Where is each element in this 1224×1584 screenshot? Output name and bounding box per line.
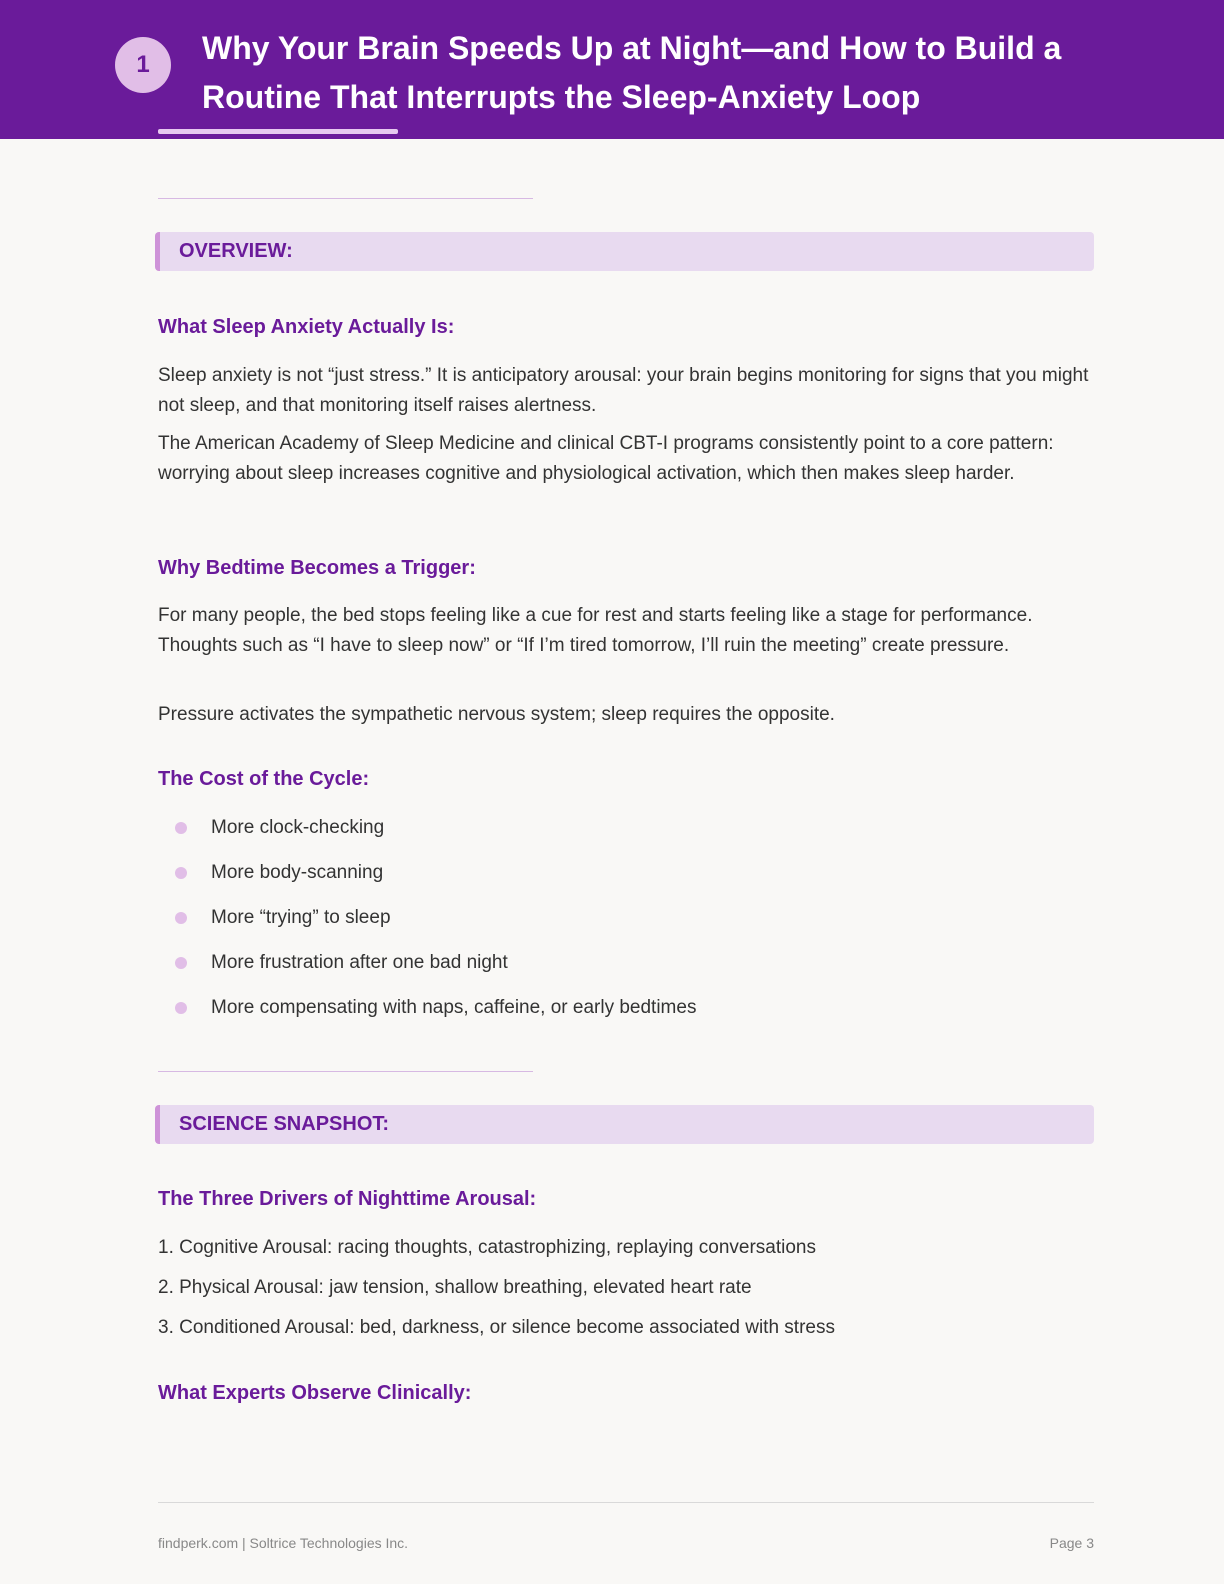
list-item: More compensating with naps, caffeine, or early bedtimes: [158, 998, 696, 1043]
section-divider: [158, 198, 533, 199]
cost-bullet-list: [158, 818, 696, 1043]
list-item: More frustration after one bad night: [158, 953, 696, 998]
bullet-dot-icon: [175, 957, 187, 969]
paragraph: Pressure activates the sympathetic nervous system; sleep requires the opposite.: [158, 704, 835, 725]
subheading-cost: The Cost of the Cycle:: [158, 768, 370, 790]
section-label: OVERVIEW:: [179, 240, 293, 262]
paragraph: Sleep anxiety is not “just stress.” It is anticipatory arousal: your brain begins monitoring for signs that you might not sleep, and that monitoring itself raises alertness.: [158, 365, 1089, 416]
bullet-dot-icon: [175, 867, 187, 879]
section-header-overview: [155, 232, 1094, 271]
list-item: More clock-checking: [158, 818, 696, 863]
chapter-title: Why Your Brain Speeds Up at Night—and How to Build a Routine That Interrupts the Sleep-Anxiety Loop: [202, 30, 1062, 115]
numbered-item: 3. Conditioned Arousal: bed, darkness, or silence become associated with stress: [158, 1317, 835, 1338]
title-underline: [158, 129, 398, 134]
footer-divider: [158, 1502, 1094, 1503]
numbered-item: 2. Physical Arousal: jaw tension, shallow breathing, elevated heart rate: [158, 1277, 752, 1298]
chapter-header: [0, 0, 1224, 139]
list-item: More “trying” to sleep: [158, 908, 696, 953]
chapter-number-badge: 1: [115, 37, 171, 93]
paragraph: For many people, the bed stops feeling like a cue for rest and starts feeling like a stage for performance. Thoughts such as “I have to sleep now” or “If I’m tired tomorrow, I’ll ruin the meeting” create pressure.: [158, 605, 1033, 656]
bullet-dot-icon: [175, 1002, 187, 1014]
subheading-trigger: Why Bedtime Becomes a Trigger:: [158, 557, 476, 579]
paragraph: The American Academy of Sleep Medicine and clinical CBT-I programs consistently point to a core pattern: worrying about sleep increases cognitive and physiological activation, which then makes sleep harder.: [158, 433, 1054, 484]
section-header-science: [155, 1105, 1094, 1144]
subheading-drivers: The Three Drivers of Nighttime Arousal:: [158, 1188, 537, 1210]
section-label: SCIENCE SNAPSHOT:: [179, 1113, 390, 1135]
list-item: More body-scanning: [158, 863, 696, 908]
bullet-dot-icon: [175, 822, 187, 834]
section-divider: [158, 1071, 533, 1072]
subheading-what-is: What Sleep Anxiety Actually Is:: [158, 316, 455, 338]
footer-source: findperk.com | Soltrice Technologies Inc.: [158, 1535, 409, 1551]
subheading-experts: What Experts Observe Clinically:: [158, 1382, 472, 1404]
numbered-item: 1. Cognitive Arousal: racing thoughts, catastrophizing, replaying conversations: [158, 1237, 816, 1258]
page-number: Page 3: [1049, 1535, 1094, 1551]
bullet-dot-icon: [175, 912, 187, 924]
